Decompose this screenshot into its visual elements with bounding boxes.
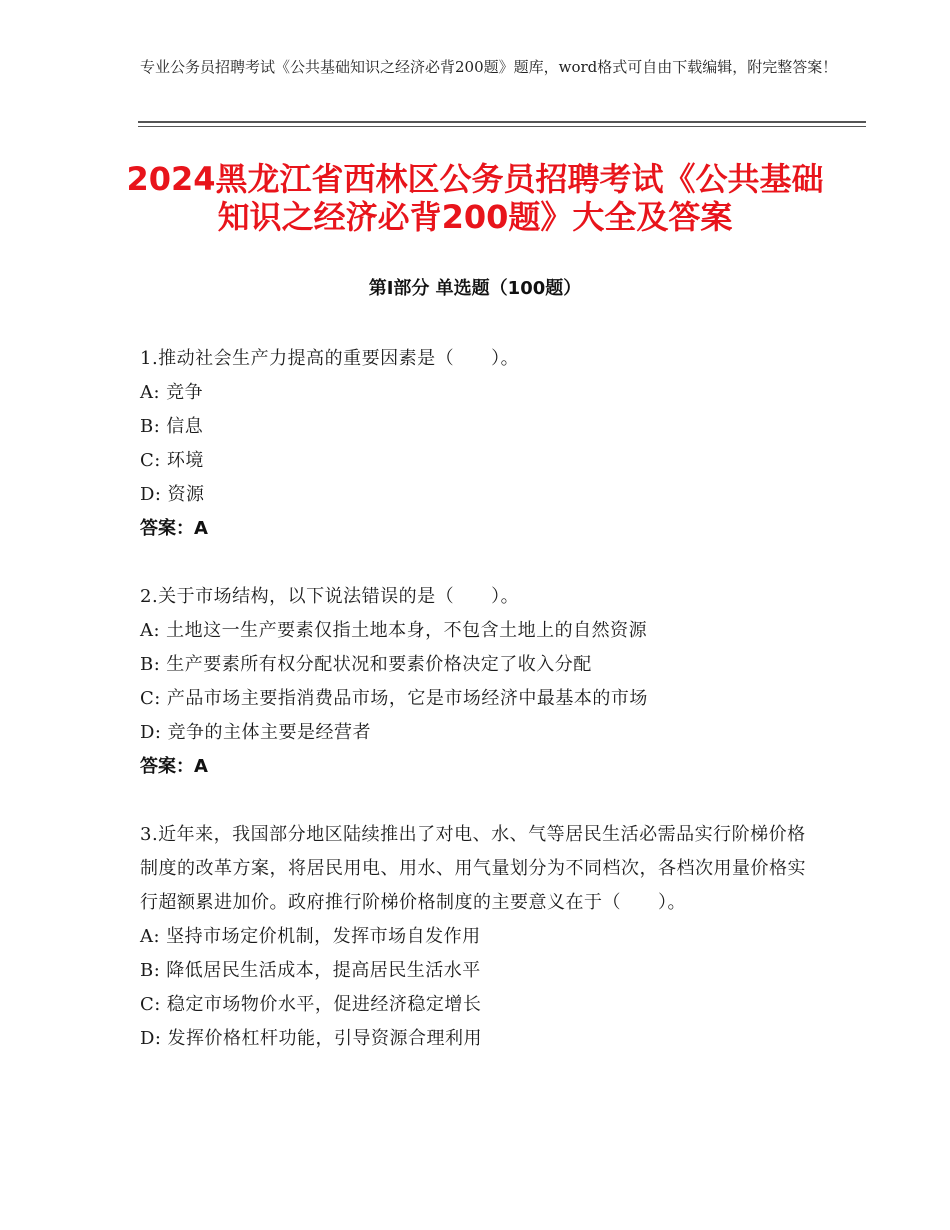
option-key: B: [140,416,161,437]
option-text: 土地这一生产要素仅指土地本身，不包含土地上的自然资源 [166,620,648,641]
option-key: C: [140,688,161,709]
option-c [140,682,820,716]
option-c [140,444,820,478]
option-key: D: [140,484,162,505]
option-a [140,376,820,410]
question-list [140,342,820,1090]
option-text: 发挥价格杠杆功能，引导资源合理利用 [167,1028,482,1049]
answer-label: 答案：A [140,756,208,777]
option-key: B: [140,654,161,675]
header-rule-thin [138,126,866,127]
option-text: 信息 [166,416,204,437]
option-key: A: [140,926,161,947]
question-stem: 3.近年来，我国部分地区陆续推出了对电、水、气等居民生活必需品实行阶梯价格制度的改革方案，将居民用电、用水、用气量划分为不同档次，各档次用量价格实行超额累进加价。政府推行阶梯价格制度的主要意义在于（ ）。 [140,824,806,913]
section-title: 第Ⅰ部分 单选题（100题） [368,278,582,299]
option-b [140,648,820,682]
option-c [140,988,820,1022]
option-text: 坚持市场定价机制，发挥市场自发作用 [166,926,481,947]
option-text: 产品市场主要指消费品市场，它是市场经济中最基本的市场 [166,688,648,709]
header-note: 专业公务员招聘考试《公共基础知识之经济必背200题》题库，word格式可自由下载编辑，附完整答案！ [140,58,838,76]
question-3 [140,818,820,1056]
option-b [140,410,820,444]
option-text: 竞争的主体主要是经营者 [167,722,371,743]
question-stem: 1.推动社会生产力提高的重要因素是（ ）。 [140,348,520,369]
option-d [140,716,820,750]
option-text: 稳定市场物价水平，促进经济稳定增长 [166,994,482,1015]
option-a [140,614,820,648]
option-text: 环境 [166,450,204,471]
header-rule-thick [138,121,866,123]
option-key: B: [140,960,161,981]
option-key: A: [140,620,161,641]
option-key: D: [140,1028,162,1049]
question-stem: 2.关于市场结构，以下说法错误的是（ ）。 [140,586,520,607]
option-text: 降低居民生活成本，提高居民生活水平 [166,960,481,981]
option-key: A: [140,382,161,403]
option-d [140,1022,820,1056]
document-title: 2024黑龙江省西林区公务员招聘考试《公共基础知识之经济必背200题》大全及答案 [126,160,824,236]
option-key: C: [140,450,161,471]
option-text: 资源 [167,484,205,505]
option-d [140,478,820,512]
option-b [140,954,820,988]
option-text: 竞争 [166,382,204,403]
option-a [140,920,820,954]
answer-label: 答案：A [140,518,208,539]
option-text: 生产要素所有权分配状况和要素价格决定了收入分配 [166,654,592,675]
option-key: D: [140,722,162,743]
question-2 [140,580,820,784]
question-1 [140,342,820,546]
option-key: C: [140,994,161,1015]
